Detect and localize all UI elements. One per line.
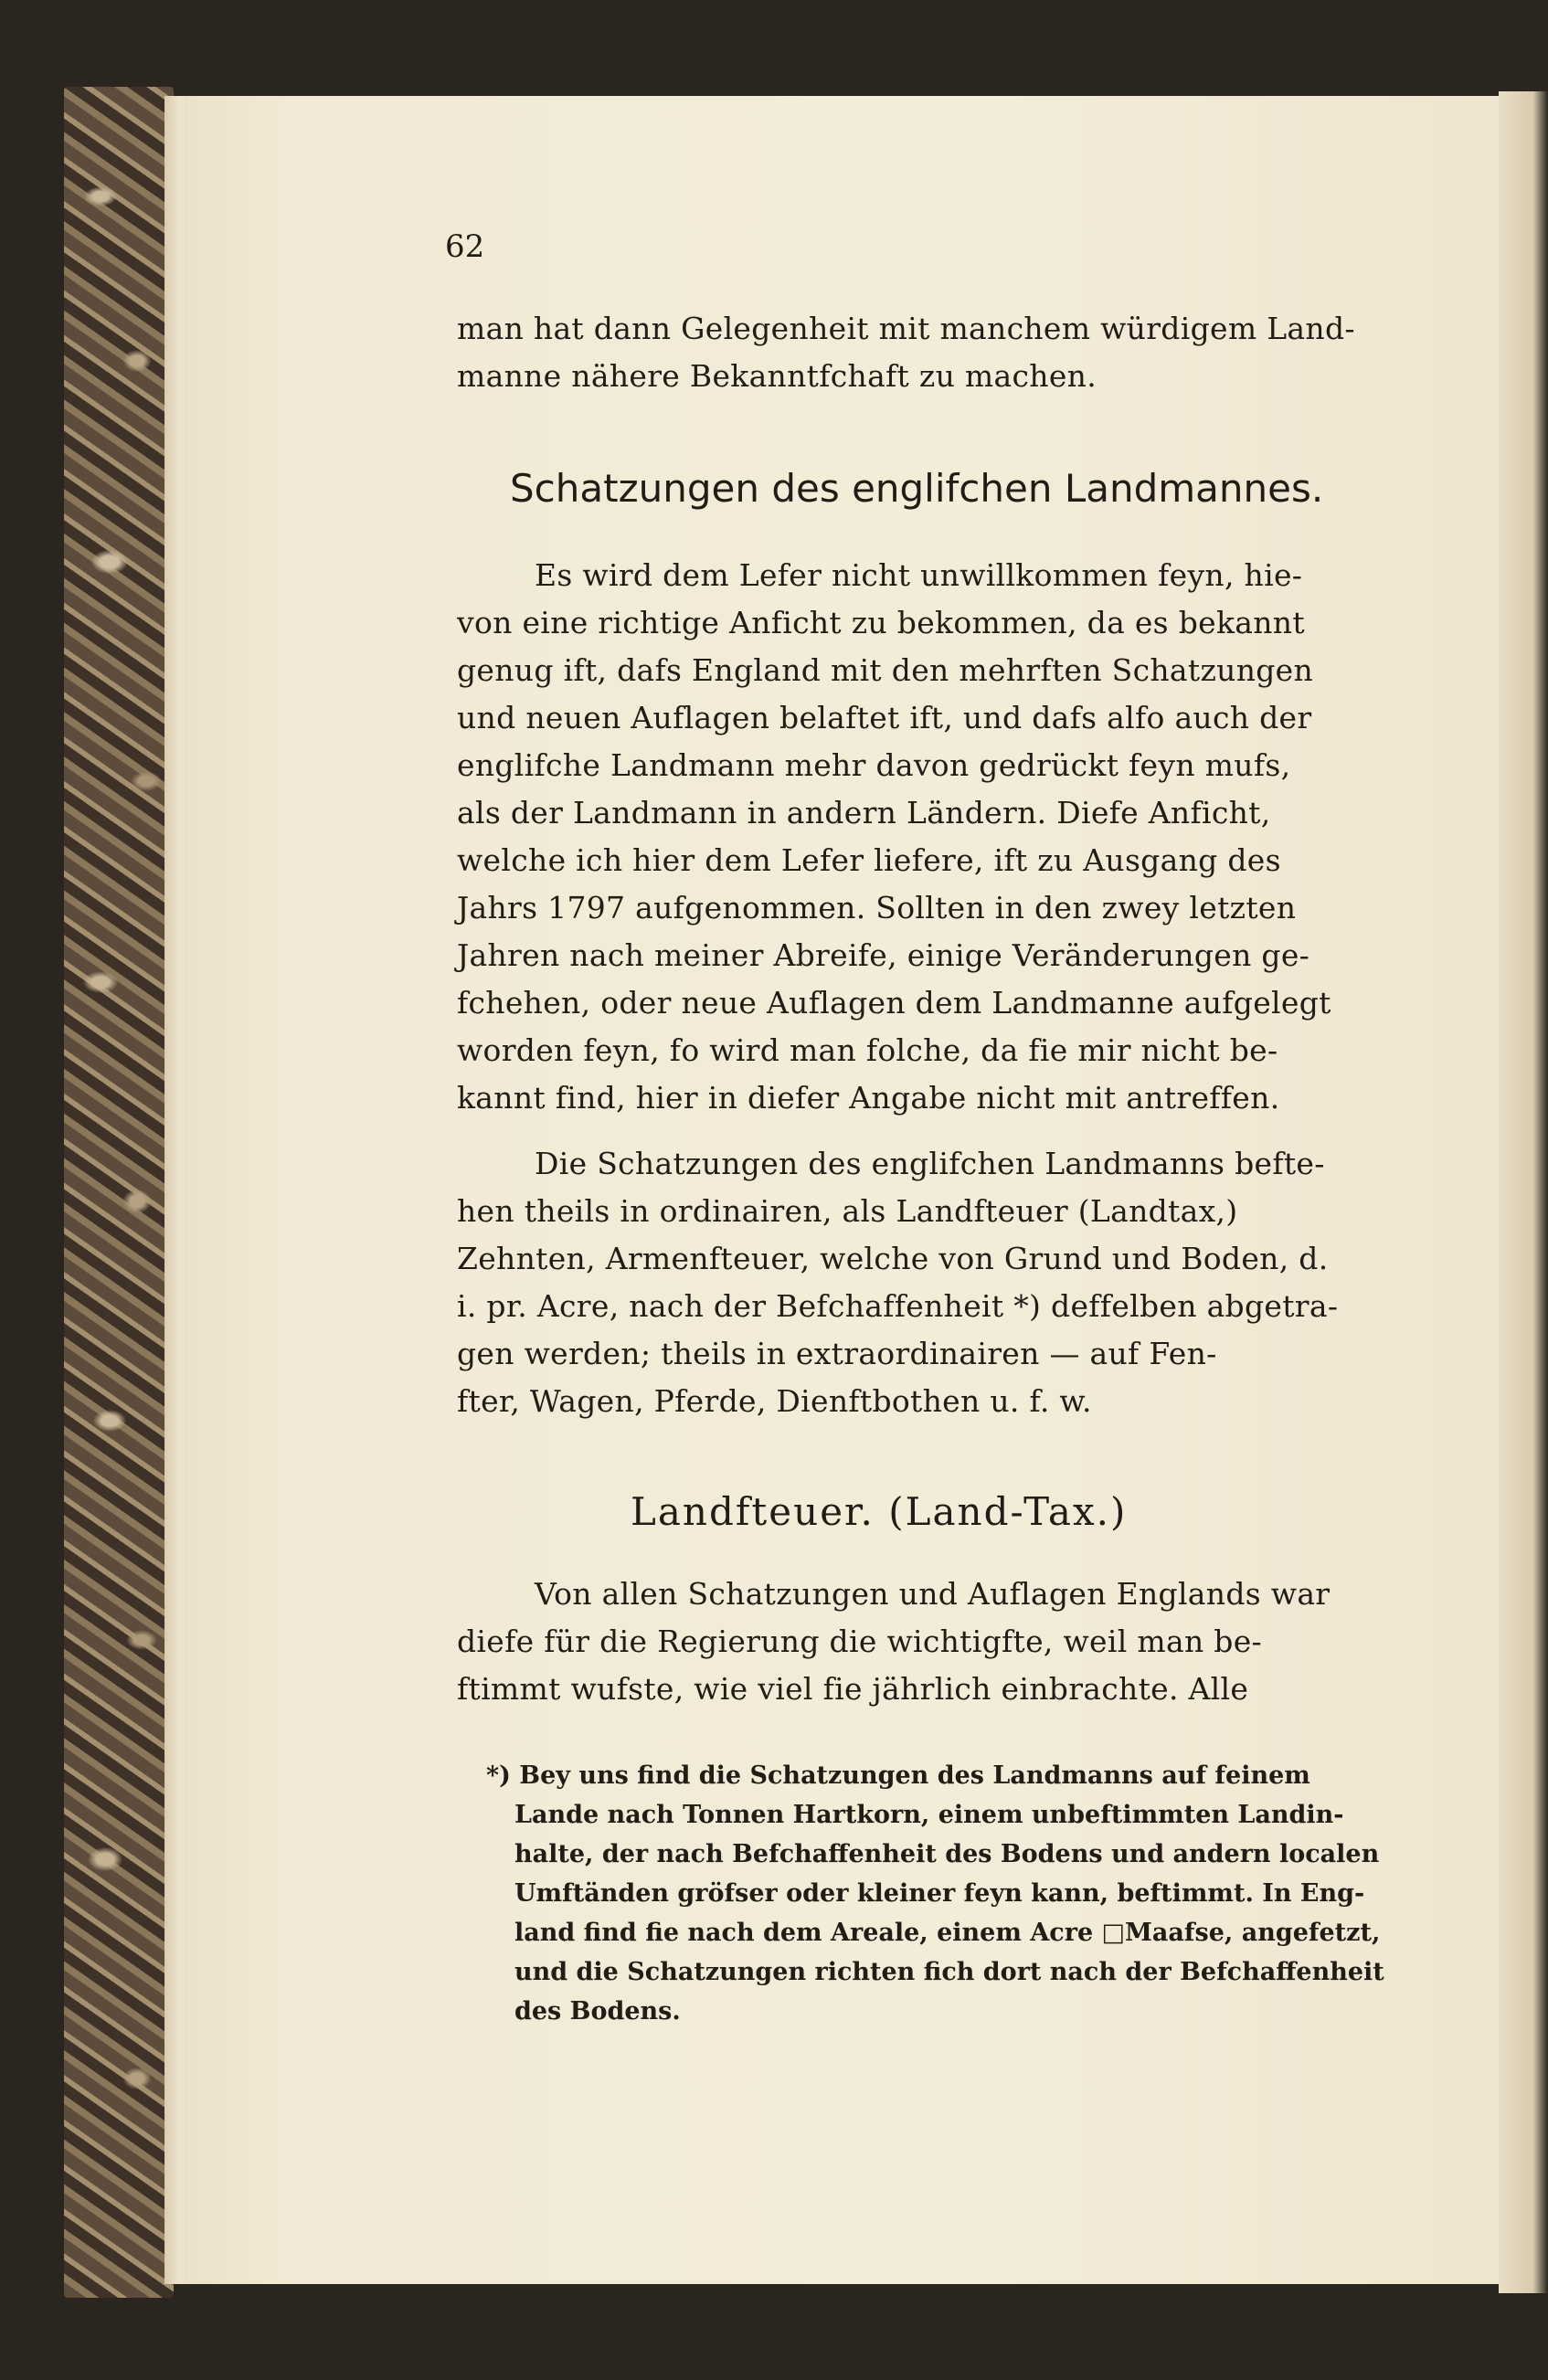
text-line: gen werden; theils in extraordinairen — auf Fen-: [457, 1336, 1217, 1371]
footnote-line: *) Bey uns find die Schatzungen des Landmanns auf feinem: [486, 1761, 1310, 1790]
page-number: 62: [445, 228, 485, 265]
text-line: i. pr. Acre, nach der Befchaffenheit *) deffelben abgetra-: [457, 1288, 1339, 1324]
text-line: englifche Landmann mehr davon gedrückt feyn mufs,: [457, 747, 1291, 783]
text-line: welche ich hier dem Lefer liefere, ift zu Ausgang des: [457, 842, 1281, 878]
text-line: hen theils in ordinairen, als Landfteuer (Landtax,): [457, 1193, 1238, 1229]
text-line: Jahren nach meiner Abreife, einige Veränderungen ge-: [457, 937, 1310, 973]
text-line: Die Schatzungen des englifchen Landmanns befte-: [535, 1146, 1325, 1181]
text-line: von eine richtige Anficht zu bekommen, da es bekannt: [457, 605, 1305, 640]
page-edge-right: [1499, 91, 1548, 2293]
text-line: Es wird dem Lefer nicht unwillkommen feyn, hie-: [535, 557, 1303, 593]
text-line: und neuen Auflagen belaftet ift, und dafs alfo auch der: [457, 700, 1312, 735]
text-line: genug ift, dafs England mit den mehrften Schatzungen: [457, 652, 1314, 688]
text-line: man hat dann Gelegenheit mit manchem würdigem Land-: [457, 311, 1355, 346]
footnote-line: Umftänden gröfser oder kleiner feyn kann, beftimmt. In Eng-: [514, 1879, 1365, 1908]
book-page: [187, 96, 1499, 2284]
text-line: fchehen, oder neue Auflagen dem Landmanne aufgelegt: [457, 985, 1331, 1021]
footnote-line: Lande nach Tonnen Hartkorn, einem unbeftimmten Landin-: [514, 1801, 1344, 1829]
text-line: Zehnten, Armenfteuer, welche von Grund und Boden, d.: [457, 1241, 1329, 1276]
text-line: ftimmt wufste, wie viel fie jährlich einbrachte. Alle: [457, 1671, 1249, 1707]
text-line: fter, Wagen, Pferde, Dienftbothen u. f. w.: [457, 1383, 1092, 1419]
text-line: Jahrs 1797 aufgenommen. Sollten in den zwey letzten: [457, 890, 1297, 926]
footnote-line: halte, der nach Befchaffenheit des Bodens und andern localen: [514, 1840, 1380, 1868]
section-heading-landsteuer: Landfteuer. (Land-Tax.): [631, 1489, 1128, 1534]
text-line: als der Landmann in andern Ländern. Diefe Anficht,: [457, 795, 1271, 830]
footnote-line: des Bodens.: [514, 1997, 681, 2026]
footnote-line: und die Schatzungen richten fich dort nach der Befchaffenheit: [514, 1958, 1384, 1986]
marbled-cover: [64, 87, 174, 2298]
text-line: manne nähere Bekanntfchaft zu machen.: [457, 358, 1097, 394]
text-line: Von allen Schatzungen und Auflagen Englands war: [535, 1576, 1331, 1612]
section-heading-schatzungen: Schatzungen des englifchen Landmannes.: [510, 466, 1324, 511]
page-edge-left: [164, 96, 190, 2284]
text-line: worden feyn, fo wird man folche, da fie mir nicht be-: [457, 1032, 1278, 1068]
footnote-line: land find fie nach dem Areale, einem Acre □Maafse, angefetzt,: [514, 1919, 1381, 1947]
text-line: kannt find, hier in diefer Angabe nicht mit antreffen.: [457, 1080, 1280, 1116]
text-line: diefe für die Regierung die wichtigfte, weil man be-: [457, 1624, 1262, 1659]
